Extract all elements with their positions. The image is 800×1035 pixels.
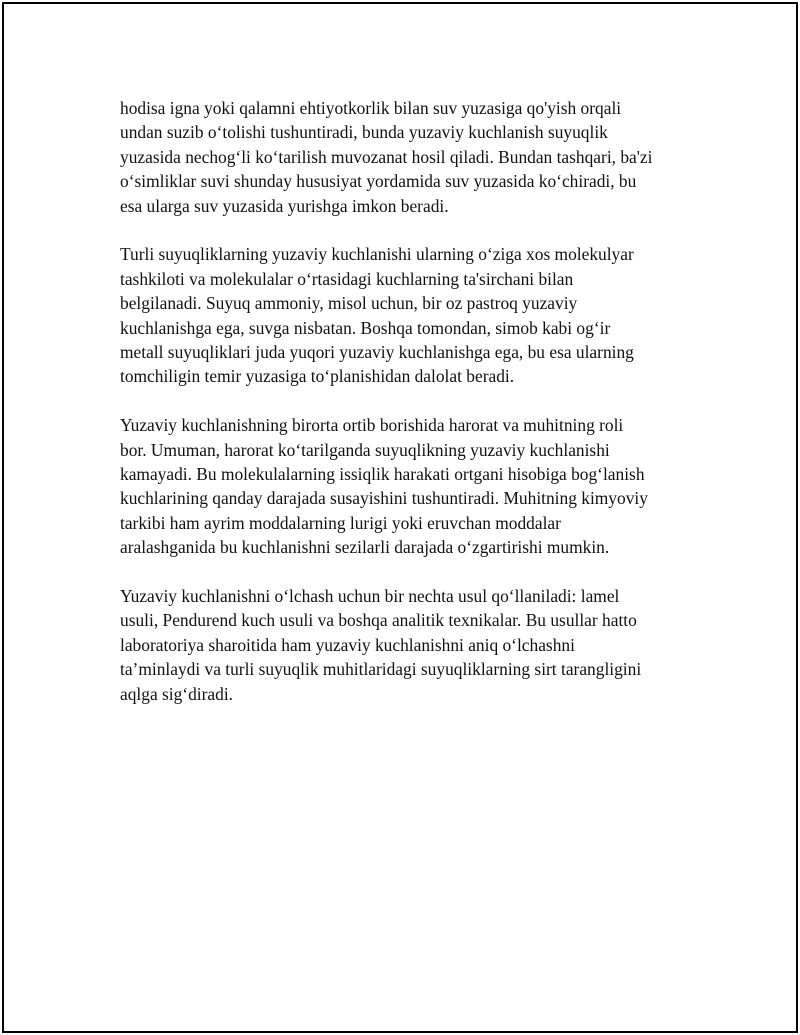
- paragraph-2: Turli suyuqliklarning yuzaviy kuchlanishi ularning o‘ziga xos molekulyar tashkiloti va molekulalar o‘rtasidagi kuchlarning ta'sirchani bilan belgilanadi. Suyuq ammoniy, misol uchun, bir oz pastroq yuzaviy kuchlanishga ega, suvga nisbatan. Boshqa tomondan, simob kabi og‘ir metall suyuqliklari juda yuqori yuzaviy kuchlanishga ega, bu esa ularning tomchiligin temir yuzasiga to‘planishidan dalolat beradi.: [120, 244, 634, 387]
- paragraph-4: Yuzaviy kuchlanishni o‘lchash uchun bir nechta usul qo‘llaniladi: lamel usuli, Pendurend kuch usuli va boshqa analitik texnikalar. Bu usullar hatto laboratoriya sharoitida ham yuzaviy kuchlanishni aniq o‘lchashni ta’minlaydi va turli suyuqlik muhitlaridagi suyuqliklarning sirt tarangligini aqlga sig‘diradi.: [120, 586, 642, 704]
- paragraph-1: hodisa igna yoki qalamni ehtiyotkorlik bilan suv yuzasiga qo'yish orqali undan suzib o‘tolishi tushuntiradi, bunda yuzaviy kuchlanish suyuqlik yuzasida nechog‘li ko‘tarilish muvozanat hosil qiladi. Bundan tashqari, ba'zi o‘simliklar suvi shunday hususiyat yordamida suv yuzasida ko‘chiradi, bu esa ularga suv yuzasida yurishga imkon beradi.: [120, 98, 653, 216]
- document-body: [120, 96, 700, 731]
- paragraph-3: Yuzaviy kuchlanishning birorta ortib borishida harorat va muhitning roli bor. Umuman, harorat ko‘tarilganda suyuqlikning yuzaviy kuchlanishi kamayadi. Bu molekulalarning issiqlik harakati ortgani hisobiga bog‘lanish kuchlarining qanday darajada susayishini tushuntiradi. Muhitning kimyoviy tarkibi ham ayrim moddalarning lurigi yoki eruvchan moddalar aralashganida bu kuchlanishni sezilarli darajada o‘zgartirishi mumkin.: [120, 415, 648, 558]
- document-page: [2, 2, 798, 1033]
